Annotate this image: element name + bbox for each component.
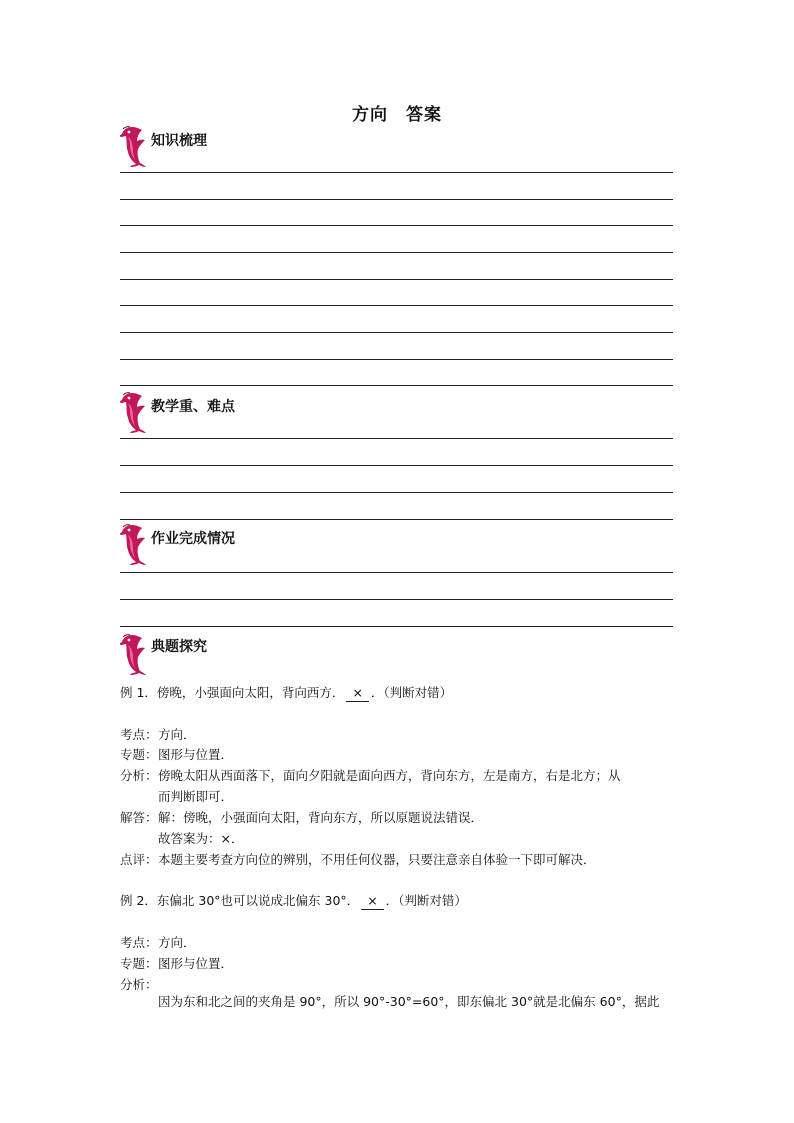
fenxi-label: 分析： [120,977,158,992]
dolphin-icon [118,522,148,566]
fenxi-label: 分析： [120,768,158,783]
example-2-fenxi-label [120,975,158,995]
zhuanti-label: 专题： [120,956,158,971]
answer-blank: × [346,685,368,702]
section-title-examples: 典题探究 [151,639,207,655]
writing-line [120,252,673,253]
section-title-homework: 作业完成情况 [151,531,235,547]
example-1-kaodian [120,725,196,745]
zhuanti-label: 专题： [120,747,158,762]
dianping-text: 本题主要考查方向位的辨别，不用任何仪器，只要注意亲自体验一下即可解决． [158,852,596,867]
example-2-fenxi-text: 因为东和北之间的夹角是 90°，所以 90°-30°=60°，即东偏北 30°就是北偏东 60°，据此 [158,994,660,1009]
writing-line [120,199,673,200]
section-title-knowledge: 知识梳理 [151,133,207,149]
example-1-answer-line: 故答案为：×． [158,831,244,846]
dianping-label: 点评： [120,852,158,867]
kaodian-label: 考点： [120,935,158,950]
example-1-question [120,683,452,703]
example-1-zhuanti [120,745,233,765]
writing-line [120,385,673,386]
writing-line [120,626,673,627]
dolphin-icon [118,632,148,676]
writing-line [120,172,673,173]
example-1-dianping [120,850,596,870]
fenxi-text: 傍晚太阳从西面落下，面向夕阳就是面向西方，背向东方，左是南方，右是北方；从 [158,768,621,783]
kaodian-label: 考点： [120,727,158,742]
writing-line [120,279,673,280]
answer-blank: × [361,893,383,910]
writing-line [120,305,673,306]
question-text: 例 1．傍晚，小强面向太阳，背向西方． [120,685,345,700]
question-suffix: ．（判断对错） [385,893,467,908]
question-text: 例 2．东偏北 30°也可以说成北偏东 30°． [120,893,360,908]
writing-line [120,572,673,573]
writing-line [120,465,673,466]
writing-line [120,438,673,439]
jieda-label: 解答： [120,810,158,825]
writing-line [120,332,673,333]
example-1-jieda [120,808,483,828]
kaodian-text: 方向． [158,935,196,950]
writing-line [120,359,673,360]
zhuanti-text: 图形与位置． [158,956,234,971]
page-title: 方向 答案 [352,105,442,125]
kaodian-text: 方向． [158,727,196,742]
writing-line [120,519,673,520]
example-2-kaodian [120,933,196,953]
writing-line [120,599,673,600]
example-1-fenxi-cont: 而判断即可． [158,789,234,804]
zhuanti-text: 图形与位置． [158,747,234,762]
example-1-fenxi [120,766,621,786]
dolphin-icon [118,124,148,168]
writing-line [120,492,673,493]
section-title-key-points: 教学重、难点 [151,399,235,415]
question-suffix: ．（判断对错） [370,685,453,700]
jieda-text: 解：傍晚，小强面向太阳，背向东方，所以原题说法错误． [158,810,484,825]
dolphin-icon [118,390,148,434]
example-2-zhuanti [120,954,233,974]
writing-line [120,225,673,226]
example-2-question [120,891,467,911]
